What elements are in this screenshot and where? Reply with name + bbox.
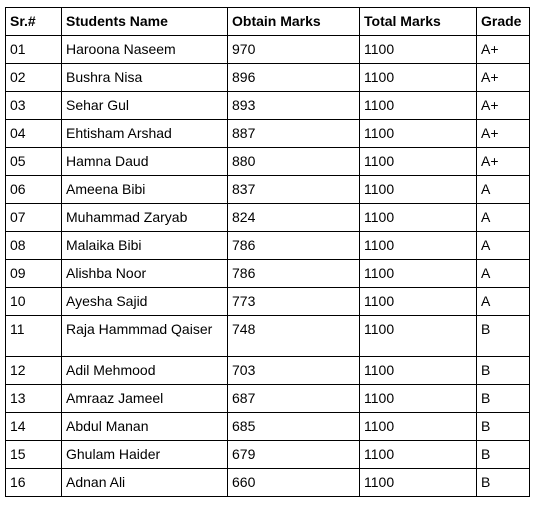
cell-obtain-marks: 679 bbox=[228, 441, 360, 469]
cell-name: Alishba Noor bbox=[62, 260, 228, 288]
header-sr: Sr.# bbox=[6, 8, 62, 36]
cell-name: Adil Mehmood bbox=[62, 357, 228, 385]
table-row bbox=[6, 36, 530, 64]
cell-grade: B bbox=[477, 316, 530, 357]
cell-name: Ameena Bibi bbox=[62, 176, 228, 204]
cell-sr: 11 bbox=[6, 316, 62, 357]
cell-name: Bushra Nisa bbox=[62, 64, 228, 92]
cell-sr: 01 bbox=[6, 36, 62, 64]
cell-sr: 16 bbox=[6, 469, 62, 497]
cell-sr: 09 bbox=[6, 260, 62, 288]
header-row bbox=[6, 8, 530, 36]
cell-grade: A+ bbox=[477, 36, 530, 64]
header-total-marks: Total Marks bbox=[360, 8, 477, 36]
cell-grade: A bbox=[477, 232, 530, 260]
cell-obtain-marks: 896 bbox=[228, 64, 360, 92]
cell-sr: 06 bbox=[6, 176, 62, 204]
table-row bbox=[6, 232, 530, 260]
cell-sr: 07 bbox=[6, 204, 62, 232]
table-row bbox=[6, 441, 530, 469]
cell-name: Ehtisham Arshad bbox=[62, 120, 228, 148]
cell-name: Hamna Daud bbox=[62, 148, 228, 176]
cell-sr: 03 bbox=[6, 92, 62, 120]
cell-total-marks: 1100 bbox=[360, 120, 477, 148]
table-row bbox=[6, 120, 530, 148]
cell-obtain-marks: 837 bbox=[228, 176, 360, 204]
cell-total-marks: 1100 bbox=[360, 469, 477, 497]
table-row bbox=[6, 357, 530, 385]
cell-total-marks: 1100 bbox=[360, 176, 477, 204]
cell-total-marks: 1100 bbox=[360, 316, 477, 357]
cell-grade: B bbox=[477, 357, 530, 385]
cell-name: Raja Hammmad Qaiser bbox=[62, 316, 228, 357]
cell-sr: 05 bbox=[6, 148, 62, 176]
cell-obtain-marks: 786 bbox=[228, 260, 360, 288]
cell-sr: 02 bbox=[6, 64, 62, 92]
cell-sr: 14 bbox=[6, 413, 62, 441]
cell-obtain-marks: 880 bbox=[228, 148, 360, 176]
header-obtain-marks: Obtain Marks bbox=[228, 8, 360, 36]
table-row bbox=[6, 92, 530, 120]
cell-total-marks: 1100 bbox=[360, 413, 477, 441]
cell-name: Adnan Ali bbox=[62, 469, 228, 497]
cell-grade: B bbox=[477, 441, 530, 469]
cell-name: Malaika Bibi bbox=[62, 232, 228, 260]
cell-grade: A bbox=[477, 260, 530, 288]
cell-name: Amraaz Jameel bbox=[62, 385, 228, 413]
table-row bbox=[6, 148, 530, 176]
cell-obtain-marks: 970 bbox=[228, 36, 360, 64]
cell-obtain-marks: 703 bbox=[228, 357, 360, 385]
cell-total-marks: 1100 bbox=[360, 288, 477, 316]
cell-total-marks: 1100 bbox=[360, 148, 477, 176]
cell-name: Ayesha Sajid bbox=[62, 288, 228, 316]
cell-sr: 12 bbox=[6, 357, 62, 385]
cell-name: Haroona Naseem bbox=[62, 36, 228, 64]
cell-obtain-marks: 748 bbox=[228, 316, 360, 357]
cell-obtain-marks: 773 bbox=[228, 288, 360, 316]
cell-grade: A bbox=[477, 176, 530, 204]
cell-total-marks: 1100 bbox=[360, 232, 477, 260]
table-row bbox=[6, 385, 530, 413]
cell-sr: 10 bbox=[6, 288, 62, 316]
cell-total-marks: 1100 bbox=[360, 260, 477, 288]
cell-obtain-marks: 887 bbox=[228, 120, 360, 148]
cell-total-marks: 1100 bbox=[360, 36, 477, 64]
cell-grade: A bbox=[477, 204, 530, 232]
cell-sr: 15 bbox=[6, 441, 62, 469]
cell-name: Abdul Manan bbox=[62, 413, 228, 441]
cell-sr: 08 bbox=[6, 232, 62, 260]
cell-obtain-marks: 685 bbox=[228, 413, 360, 441]
table-row bbox=[6, 64, 530, 92]
table-row bbox=[6, 316, 530, 357]
cell-grade: B bbox=[477, 469, 530, 497]
table-row bbox=[6, 469, 530, 497]
cell-total-marks: 1100 bbox=[360, 92, 477, 120]
cell-sr: 04 bbox=[6, 120, 62, 148]
cell-grade: A+ bbox=[477, 120, 530, 148]
cell-sr: 13 bbox=[6, 385, 62, 413]
cell-total-marks: 1100 bbox=[360, 385, 477, 413]
cell-name: Muhammad Zaryab bbox=[62, 204, 228, 232]
table-row bbox=[6, 260, 530, 288]
cell-grade: A+ bbox=[477, 64, 530, 92]
cell-obtain-marks: 824 bbox=[228, 204, 360, 232]
cell-name: Sehar Gul bbox=[62, 92, 228, 120]
cell-obtain-marks: 687 bbox=[228, 385, 360, 413]
cell-obtain-marks: 786 bbox=[228, 232, 360, 260]
marks-table-container bbox=[5, 7, 530, 497]
table-row bbox=[6, 288, 530, 316]
cell-name: Ghulam Haider bbox=[62, 441, 228, 469]
marks-table bbox=[5, 7, 530, 497]
table-row bbox=[6, 204, 530, 232]
cell-total-marks: 1100 bbox=[360, 204, 477, 232]
cell-grade: A bbox=[477, 288, 530, 316]
cell-total-marks: 1100 bbox=[360, 441, 477, 469]
cell-obtain-marks: 893 bbox=[228, 92, 360, 120]
cell-total-marks: 1100 bbox=[360, 357, 477, 385]
header-grade: Grade bbox=[477, 8, 530, 36]
cell-grade: A+ bbox=[477, 148, 530, 176]
table-row bbox=[6, 413, 530, 441]
cell-total-marks: 1100 bbox=[360, 64, 477, 92]
cell-obtain-marks: 660 bbox=[228, 469, 360, 497]
cell-grade: B bbox=[477, 385, 530, 413]
cell-grade: B bbox=[477, 413, 530, 441]
cell-grade: A+ bbox=[477, 92, 530, 120]
header-students-name: Students Name bbox=[62, 8, 228, 36]
table-row bbox=[6, 176, 530, 204]
